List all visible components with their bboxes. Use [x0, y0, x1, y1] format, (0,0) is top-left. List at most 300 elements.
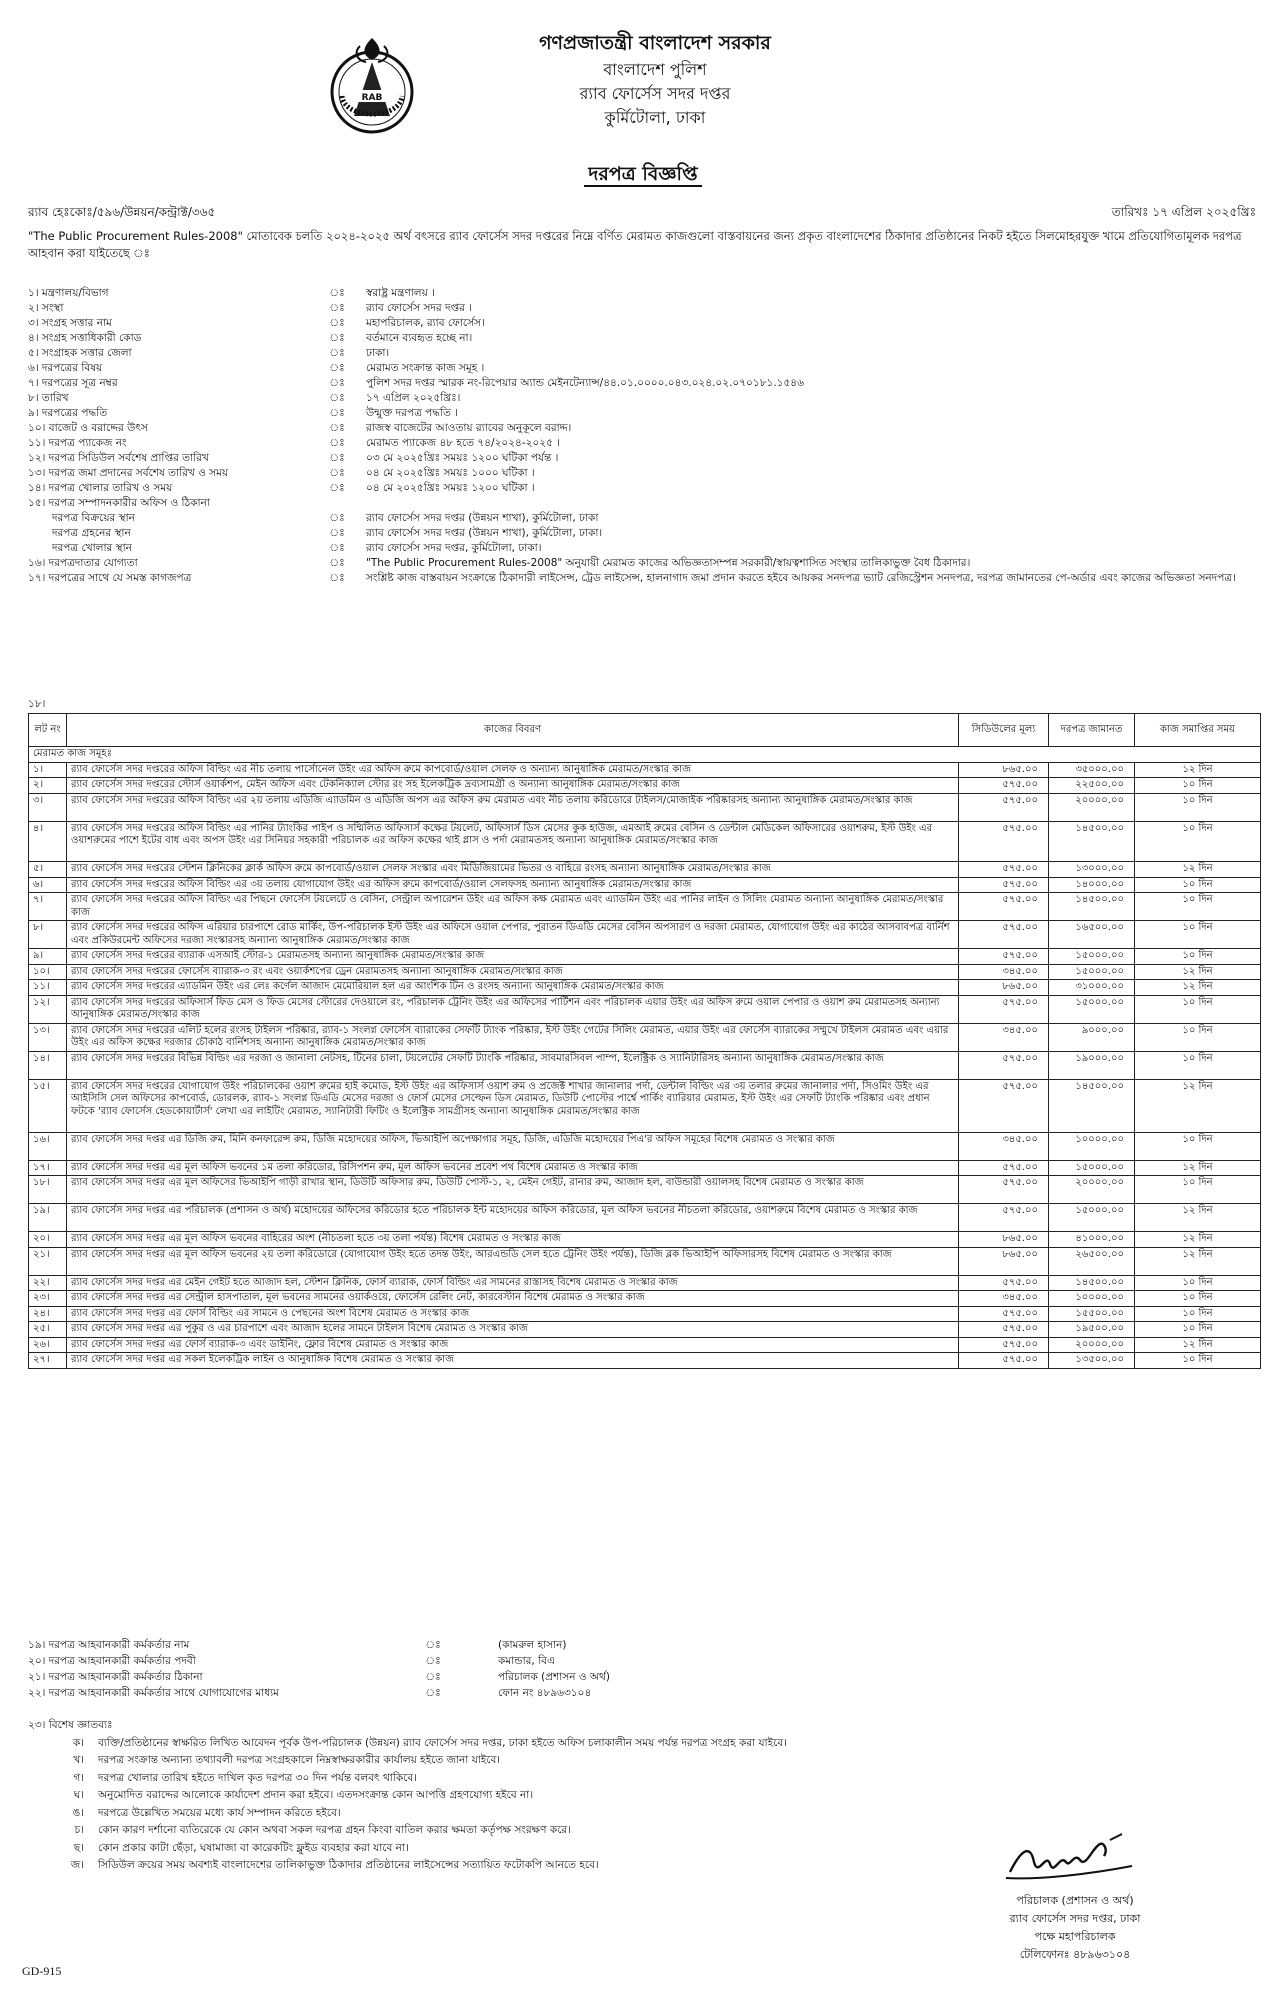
schedule-price: ৩৪৫.০০: [959, 1023, 1049, 1051]
officer-row: [28, 1653, 1260, 1669]
tender-security: ২০০০০.০০: [1049, 793, 1135, 821]
tender-security: ৩১০০০.০০: [1049, 980, 1135, 996]
lot-number: ১০।: [29, 964, 67, 980]
detail-value: "The Public Procurement Rules-2008" অনুযায়ী মেরামত কাজের অভিজ্ঞতাসম্পন্ন সরকারী/স্বায়ত্বশাসিত সংস্থার তালিকাভুক্ত বৈধ ঠিকাদার।: [366, 557, 971, 569]
schedule-price: ৩৪৫.০০: [959, 1132, 1049, 1160]
tender-security: ২২৫০০.০০: [1049, 778, 1135, 794]
table-row: [29, 1291, 1261, 1307]
note-bullet: ছ।: [73, 1841, 84, 1854]
detail-colon: ঃ: [329, 572, 345, 584]
work-description: র‍্যাব ফোর্সেস সদর দপ্তর এর সকল ইলেকট্রিক লাইন ও আনুষাঙ্গিক বিশেষ মেরামত ও সংস্কার কাজ: [67, 1353, 959, 1369]
table-row: [29, 1160, 1261, 1176]
tender-security: ১৫০০০.০০: [1049, 1204, 1135, 1232]
detail-value: মেরামত প্যাকেজ ৪৮ হতে ৭৪/২০২৪-২০২৫ ।: [366, 437, 561, 449]
detail-row: [28, 406, 1260, 421]
detail-label: ৩। সংগ্রহ সত্তার নাম: [28, 317, 112, 329]
detail-label: ২। সংস্থা: [28, 302, 64, 314]
work-description: র‍্যাব ফোর্সেস সদর দপ্তর এর সেন্ট্রাল হাসপাতাল, মূল ভবনের সামনের ওয়ার্কওয়ে, ফোর্সেস রেলিং নেট, কারবেস্টান বিশেষ মেরামত ও সংস্কার কাজ: [67, 1291, 959, 1307]
detail-label: ৮। তারিখ: [28, 392, 69, 404]
officer-row: [28, 1669, 1260, 1685]
completion-time: ১২ দিন: [1135, 1079, 1261, 1132]
tender-security: ১৫০০০.০০: [1049, 1160, 1135, 1176]
detail-colon: ঃ: [329, 527, 345, 539]
detail-value: রাজস্ব বাজেটের আওতায় র‍্যাবের অনুকূলে বরাদ্দ।: [366, 422, 572, 434]
work-description: র‍্যাব ফোর্সেস সদর দপ্তরের অফিস বিল্ডিং এর পিছনে ফোর্সেস টয়লেটে ও বেসিন, সেন্ট্রাল অপারেশন উইং এর অফিস কক্ষ মেরামত এবং এ্যাডমিন উইং এর পানির লাইন ও সিলিং মেরামত অন্যান্য আনুষাঙ্গিক মেরামত/সংস্কার কাজ: [67, 893, 959, 921]
detail-value: পুলিশ সদর দপ্তর স্মারক নং-রিপেয়ার অ্যান্ড মেইনটেন্যান্স/৪৪.০১.০০০০.০৪৩.০২৪.০২.০৭০১৮১.১৫৪৬: [366, 377, 804, 389]
table-section-row: [29, 747, 1261, 763]
work-description: র‍্যাব ফোর্সেস সদর দপ্তর এর পরিচালক (প্রশাসন ও অর্থ) মহোদয়ের অফিসের করিডোর হতে পরিচালক ইন্ট মহোদয়ের অফিস করিডোর, মূল অফিস ভবনের নীচতলা করিডোর, ওয়াশরুমে বিশেষ মেরামত ও সংস্কার কাজ: [67, 1204, 959, 1232]
detail-colon: ঃ: [329, 452, 345, 464]
lot-number: ২।: [29, 778, 67, 794]
special-notes-title: ২৩। বিশেষ জ্ঞাতব্যঃ: [28, 1719, 113, 1731]
table-row: [29, 762, 1261, 778]
schedule-price: ৫৭৫.০০: [959, 1306, 1049, 1322]
detail-label: ৪। সংগ্রহ সত্তাধিকারী কোড: [28, 332, 142, 344]
table-row: [29, 1176, 1261, 1204]
officer-label: ২১। দরপত্র আহবানকারী কর্মকর্তার ঠিকানা: [28, 1671, 203, 1683]
work-description: র‍্যাব ফোর্সেস সদর দপ্তর এর ফোর্স ব্যারাক-৩ এবং ডাইনিং, ফ্লোর বিশেষ মেরামত ও সংস্কার কাজ: [67, 1337, 959, 1353]
schedule-price: ৫৭৫.০০: [959, 1079, 1049, 1132]
intro-paragraph: "The Public Procurement Rules-2008" মোতাবেক চলতি ২০২৪-২০২৫ অর্থ বৎসরে র‍্যাব ফোর্সেস সদর দপ্তরের নিম্নে বর্ণিত মেরামত কাজগুলো বাস্তবায়নের জন্য প্রকৃত বাংলাদেশের ঠিকাদার প্রতিষ্ঠানের নিকট হইতে সিলমোহরযুক্ত খামে প্রতিযোগিতামূলক দরপত্র আহবান করা যাইতেছে ঃ: [28, 229, 1242, 260]
government-name: গণপ্রজাতন্ত্রী বাংলাদেশ সরকার: [539, 32, 771, 54]
detail-value: ঢাকা।: [366, 347, 390, 359]
signer-title: পরিচালক (প্রশাসন ও অর্থ): [1016, 1894, 1134, 1907]
signer-on-behalf: পক্ষে মহাপরিচালক: [1034, 1930, 1116, 1943]
detail-label: ১৪। দরপত্র খোলার তারিখ ও সময়: [28, 482, 173, 494]
header-tender-security: দরপত্র জামানত: [1049, 714, 1135, 747]
detail-value: মেরামত সংক্রান্ত কাজ সমূহ ।: [366, 362, 485, 374]
completion-time: ১২ দিন: [1135, 1247, 1261, 1275]
completion-time: ১২ দিন: [1135, 1160, 1261, 1176]
lot-number: ১৮।: [29, 1176, 67, 1204]
completion-time: ১০ দিন: [1135, 1353, 1261, 1369]
detail-label: ৫। সংগ্রাহক সত্তার জেলা: [28, 347, 132, 359]
special-note: [28, 1770, 1260, 1788]
tender-security: ১৪৫০০.০০: [1049, 1079, 1135, 1132]
officer-value: পরিচালক (প্রশাসন ও অর্থ): [498, 1671, 610, 1683]
detail-colon: ঃ: [329, 317, 345, 329]
officer-label: ২২। দরপত্র আহবানকারী কর্মকর্তার সাথে যোগাযোগের মাধ্যম: [28, 1687, 279, 1699]
work-description: র‍্যাব ফোর্সেস সদর দপ্তর এর মূল অফিস ভবনের ২য় তলা করিডোরে (যোগাযোগ উইং হতে তদন্ত উইং, আরএন্ডডি সেল হতে ট্রেনিং উইং পর্যন্ত), ডিজি ব্লক ভিআইপি অফিসারসহ বিশেষ মেরামত ও সংস্কার কাজ: [67, 1247, 959, 1275]
detail-label: ১৭। দরপত্রের সাথে যে সমস্ত কাগজপত্র: [28, 572, 192, 584]
officer-value: ফোন নং ৪৮৯৬৩১০৪: [498, 1687, 592, 1699]
completion-time: ১০ দিন: [1135, 1322, 1261, 1338]
work-description: র‍্যাব ফোর্সেস সদর দপ্তরের অফিস বিল্ডিং এর নীচ তলায় পার্সোনেল উইং এর অফিস রুমে কাপবোর্ড/ওয়াল সেলফ ও অন্যান্য আনুষাঙ্গিক মেরামত/সংস্কার কাজ: [67, 762, 959, 778]
note-bullet: ঙ।: [72, 1806, 84, 1819]
table-row: [29, 1023, 1261, 1051]
table-row: [29, 1322, 1261, 1338]
special-note: [28, 1735, 1260, 1753]
detail-row: [28, 301, 1260, 316]
tender-security: ১৫৫০০.০০: [1049, 1306, 1135, 1322]
work-description: র‍্যাব ফোর্সেস সদর দপ্তরের এলিট হলের রংসহ টাইলস পরিষ্কার, র‍্যাব-১ সংলগ্ন ফোর্সেস ব্যারাকের সেফটি ট্যাংক পরিষ্কার, ইস্ট উইং গেটের সিলিং মেরামত, এয়ার উইং এর ফোর্সেস ব্যারাকের সম্মুখে টাইলস মেরামত এবং এয়ার উইং এর অফিস কক্ষের দরজার চৌকাঠ বার্নিশসহ অন্যান্য আনুষাঙ্গিক মেরামত/সংস্কার কাজ: [67, 1023, 959, 1051]
completion-time: ১০ দিন: [1135, 949, 1261, 965]
notice-date: তারিখঃ ১৭ এপ্রিল ২০২৫খ্রিঃ: [1111, 205, 1256, 219]
schedule-price: ৫৭৫.০০: [959, 778, 1049, 794]
officer-label: ১৯। দরপত্র আহবানকারী কর্মকর্তার নাম: [28, 1639, 190, 1651]
lot-number: ২০।: [29, 1232, 67, 1248]
table-row: [29, 964, 1261, 980]
officer-row: [28, 1637, 1260, 1653]
work-description: র‍্যাব ফোর্সেস সদর দপ্তর এর মূল অফিস ভবনের ১ম তলা করিডোর, রিসিপশন রুম, মূল অফিস ভবনের প্রবেশ পথ বিশেষ মেরামত ও সংস্কার কাজ: [67, 1160, 959, 1176]
lot-number: ২১।: [29, 1247, 67, 1275]
detail-label: দরপত্র খোলার স্থান: [52, 542, 132, 554]
detail-label: দরপত্র গ্রহনের স্থান: [52, 527, 131, 539]
lot-number: ১২।: [29, 995, 67, 1023]
tender-security: ১৪৫০০.০০: [1049, 821, 1135, 862]
table-row: [29, 793, 1261, 821]
work-description: র‍্যাব ফোর্সেস সদর দপ্তর এর মূল অফিসের ভিআইপি গাড়ী রাখার স্থান, ডিউটি অফিসার রুম, ডিউটি পোস্ট-১, ২, মেইন গেইট, রানার রুম, আজাদ হল, বাউন্ডারী ওয়ালসহ বিশেষ মেরামত ও সংস্কার কাজ: [67, 1176, 959, 1204]
table-row: [29, 1204, 1261, 1232]
detail-row: [28, 451, 1260, 466]
schedule-price: ৫৭৫.০০: [959, 1337, 1049, 1353]
completion-time: ১২ দিন: [1135, 862, 1261, 878]
detail-value: ০৪ মে ২০২৫খ্রিঃ সময়ঃ ১২০০ ঘটিকা ।: [366, 482, 535, 494]
detail-colon: ঃ: [329, 362, 345, 374]
lot-number: ৬।: [29, 877, 67, 893]
table-row: [29, 821, 1261, 862]
notice-title: দরপত্র বিজ্ঞপ্তি: [0, 160, 1286, 192]
completion-time: ১০ দিন: [1135, 821, 1261, 862]
lot-number: ৩।: [29, 793, 67, 821]
detail-value: র‍্যাব ফোর্সেস সদর দপ্তর (উন্নয়ন শাখা), কুর্মিটোলা, ঢাকা: [366, 512, 599, 524]
section-label: মেরামত কাজ সমূহঃ: [29, 747, 1261, 763]
note-text: দরপত্র খোলার তারিখ হইতে দাখিল কৃত দরপত্র ৩০ দিন পর্যন্ত বলবৎ থাকিবে।: [98, 1771, 417, 1784]
header-title-block: [420, 28, 890, 130]
detail-row: [28, 556, 1260, 571]
detail-label: ১৫। দরপত্র সম্পাদনকারীর অফিস ও ঠিকানা: [28, 497, 210, 509]
table-row: [29, 1051, 1261, 1079]
detail-label: ৬। দরপত্রের বিষয়: [28, 362, 103, 374]
detail-label: ৭। দরপত্রের সূত্র নম্বর: [28, 377, 118, 389]
note-bullet: জ।: [70, 1859, 84, 1871]
table-row: [29, 778, 1261, 794]
detail-label: ১১। দরপত্র প্যাকেজ নং: [28, 437, 127, 449]
schedule-price: ৫৭৫.০০: [959, 893, 1049, 921]
table-row: [29, 1275, 1261, 1291]
work-description: র‍্যাব ফোর্সেস সদর দপ্তরের অফিস বিল্ডিং এর ২য় তলায় এডিজি এ্যাডমিন ও এডিজি অপস এর অফিস রুম মেরামত এবং নীচ তলায় করিডোরে টাইলস/মোজাইক পরিষ্কারসহ অন্যান্য আনুষাঙ্গিক মেরামত/সংস্কার কাজ: [67, 793, 959, 821]
lot-number: ২২।: [29, 1275, 67, 1291]
department-name: বাংলাদেশ পুলিশ: [603, 60, 707, 79]
officer-colon: ঃ: [425, 1671, 441, 1683]
lot-number: ৮।: [29, 921, 67, 949]
lot-number: ১৫।: [29, 1079, 67, 1132]
table-row: [29, 1232, 1261, 1248]
work-description: র‍্যাব ফোর্সেস সদর দপ্তর এর ফোর্স বিল্ডিং এর সামনে ও পেছনের অংশ বিশেষ মেরামত ও সংস্কার কাজ: [67, 1306, 959, 1322]
schedule-price: ৩৪৫.০০: [959, 1291, 1049, 1307]
detail-row: [28, 541, 1260, 556]
tender-security: ২০০০০.০০: [1049, 1176, 1135, 1204]
schedule-price: ৫৭৫.০০: [959, 862, 1049, 878]
detail-label: দরপত্র বিক্রয়ের স্থান: [52, 512, 135, 524]
work-description: র‍্যাব ফোর্সেস সদর দপ্তরের অফিস বিল্ডিং এর পানির ট্যাংকির পাইপ ও সম্মিলিত অফিসার্স কক্ষের টয়লেট, অফিসার্স ডিস মেসের কুক হাউজ, এমআই রুমের বেসিন ও ডেন্টাল মেডিকেল অফিসারের ওয়াশরুম, ইস্ট উইং এর ওয়াশরুমের পাশে ইটের বাধ এবং অপস উইং এর সিনিয়র সহকারী পরিচালক এর অফিস কক্ষের থাই গ্লাস ও পর্দা মেরামতসহ অন্যান্য আনুষাঙ্গিক মেরামত/সংস্কার কাজ: [67, 821, 959, 862]
detail-label: ১৬। দরপত্রদাতার যোগ্যতা: [28, 557, 138, 569]
work-description: র‍্যাব ফোর্সেস সদর দপ্তরের স্টেশন ক্লিনিকের ক্লার্ক অফিস রুমে কাপবোর্ড/ওয়াল সেলফ সংস্কার এবং মিডিজিয়ামের ভিতর ও বাহিরে রংসহ অন্যান্য আনুষাঙ্গিক মেরামত/সংস্কার কাজ: [67, 862, 959, 878]
detail-value: র‍্যাব ফোর্সেস সদর দপ্তর, কুর্মিটোলা, ঢাকা।: [366, 542, 542, 554]
officer-value: (কামরুল হাসান): [498, 1639, 567, 1651]
schedule-price: ৫৭৫.০০: [959, 1275, 1049, 1291]
schedule-price: ৫৭৫.০০: [959, 877, 1049, 893]
schedule-price: ৫৭৫.০০: [959, 1322, 1049, 1338]
tender-security: ১৩০০০.০০: [1049, 862, 1135, 878]
completion-time: ১০ দিন: [1135, 1051, 1261, 1079]
table-header-row: [29, 714, 1261, 747]
work-description: র‍্যাব ফোর্সেস সদর দপ্তরের অফিস এরিয়ার চারপাশে রোড মার্কিং, উপ-পরিচালক ইস্ট উইং এর অফিসে ওয়াল পেপার, পুরাতন ডিএডি মেসের বেসিন অপসারণ ও দরজা মেরামত, যোগাযোগ উইং এর কাঠের আসবাবপত্র বার্নিশ এবং প্রকিউরমেন্ট অফিসের দরজা সংস্কারসহ অন্যান্য আনুষাঙ্গিক মেরামত/সংস্কার কাজ: [67, 921, 959, 949]
lot-number: ৯।: [29, 949, 67, 965]
detail-label: ১। মন্ত্রণালয়/বিভাগ: [28, 287, 109, 299]
document-code: GD-915: [22, 1964, 62, 1978]
tender-security: ৪১০০০.০০: [1049, 1232, 1135, 1248]
lot-number: ২৪।: [29, 1306, 67, 1322]
completion-time: ১২ দিন: [1135, 1337, 1261, 1353]
detail-value: [366, 496, 1260, 511]
lot-number: ২৫।: [29, 1322, 67, 1338]
lot-number: ১১।: [29, 980, 67, 996]
schedule-price: ৫৭৫.০০: [959, 1176, 1049, 1204]
completion-time: ১২ দিন: [1135, 964, 1261, 980]
detail-row: [28, 526, 1260, 541]
lot-number: ৭।: [29, 893, 67, 921]
logo-text: RAB: [361, 93, 383, 103]
reference-number: র‍্যাব হেঃকোঃ/৫৯৬/উন্নয়ন/কন্ট্রাক্ট/৩৬৫: [28, 205, 216, 219]
completion-time: ১০ দিন: [1135, 995, 1261, 1023]
schedule-price: ৫৭৫.০০: [959, 995, 1049, 1023]
lot-number: ৪।: [29, 821, 67, 862]
completion-time: ১০ দিন: [1135, 893, 1261, 921]
work-description: র‍্যাব ফোর্সেস সদর দপ্তরের স্টোর্স ওয়ার্কশপ, মেইন অফিস এবং টেকনিক্যাল স্টোর রং সহ ইলেকট্রিক দ্রব্যসামগ্রী ও অন্যান্য আনুষাঙ্গিক মেরামত/সংস্কার কাজ: [67, 778, 959, 794]
detail-colon: ঃ: [329, 332, 345, 344]
tender-security: ১৪৫০০.০০: [1049, 893, 1135, 921]
officer-value: কমান্ডার, বিএ: [498, 1655, 555, 1667]
note-text: দরপত্র সংক্রান্ত অন্যান্য তথ্যাবলী দরপত্র সংগ্রহকালে নিম্নস্বাক্ষরকারীর কার্যালয় হইতে জানা যাইবে।: [98, 1754, 501, 1766]
note-bullet: খ।: [73, 1754, 84, 1766]
detail-row: [28, 436, 1260, 451]
detail-row: [28, 331, 1260, 346]
lot-number: ৫।: [29, 862, 67, 878]
schedule-price: ৫৭৫.০০: [959, 1051, 1049, 1079]
note-bullet: চ।: [74, 1824, 84, 1836]
signer-office: র‍্যাব ফোর্সেস সদর দপ্তর, ঢাকা: [1009, 1912, 1141, 1925]
schedule-price: ৫৭৫.০০: [959, 949, 1049, 965]
completion-time: ১০ দিন: [1135, 877, 1261, 893]
detail-value: উন্মুক্ত দরপত্র পদ্ধতি ।: [366, 407, 458, 419]
header: [0, 14, 1286, 164]
lot-number: ২৩।: [29, 1291, 67, 1307]
completion-time: ১০ দিন: [1135, 1176, 1261, 1204]
table-row: [29, 877, 1261, 893]
schedule-price: ৩৪৫.০০: [959, 964, 1049, 980]
office-name: র‍্যাব ফোর্সেস সদর দপ্তর: [579, 84, 731, 103]
detail-row: [28, 286, 1260, 301]
note-text: সিডিউল ক্রয়ের সময় অবশ্যই বাংলাদেশের তালিকাভুক্ত ঠিকাদার প্রতিষ্ঠানের লাইসেন্সের সত্যায়িত ফটোকপি আনতে হবে।: [98, 1859, 599, 1871]
signature-icon: [1000, 1822, 1140, 1892]
tender-security: ১৪৫০০.০০: [1049, 1275, 1135, 1291]
detail-colon: ঃ: [329, 557, 345, 569]
special-note: [28, 1805, 1260, 1823]
detail-row: [28, 466, 1260, 481]
table-row: [29, 995, 1261, 1023]
detail-value: র‍্যাব ফোর্সেস সদর দপ্তর (উন্নয়ন শাখা), কুর্মিটোলা, ঢাকা।: [366, 527, 603, 539]
tender-security: ১৯০০০.০০: [1049, 1051, 1135, 1079]
tender-security: ১৬৫০০.০০: [1049, 921, 1135, 949]
work-description: র‍্যাব ফোর্সেস সদর দপ্তরের যোগাযোগ উইং পরিচালকের ওয়াশ রুমের হাই কমোড, ইস্ট উইং এর অফিসার্স ওয়াশ রুম ও প্রজেক্ট শাখার জানালার পর্দা, ডেন্টাল বিল্ডিং এর ৩য় তলার রুমের জানালার পর্দা, সিওমিং উইং এর আইসিসি সেল অফিসের কাপবোর্ড, ডোরলক, র‍্যাব-১ সংলগ্ন ডিএডি মেসের দরজা ও ফোর্স মেসের সেল্ফেন ডিস মেরামত, ডিউটি পোস্টের পার্শ্বে পার্কিং ব্যারিয়ার মেরামত, ইস্ট উইং এর সেফটি ট্যাংকি পরিষ্কার এবং প্রধান ফটকে 'র‍্যাব ফোর্সেস হেডকোয়ার্টার্স' লেখা এর লাইটিং মেরামত, স্যানিটারী ফিটিং ও ইলেক্ট্রিক সামগ্রীসহ অন্যান্য আনুষাঙ্গিক মেরামত/সংস্কার কাজ: [67, 1079, 959, 1132]
completion-time: ১০ দিন: [1135, 1291, 1261, 1307]
lot-number: ১৯।: [29, 1204, 67, 1232]
completion-time: ১০ দিন: [1135, 1306, 1261, 1322]
work-description: র‍্যাব ফোর্সেস সদর দপ্তরের এ্যাডমিন উইং এর লেঃ কর্ণেল আজাদ মেমোরিয়াল হল এর আংশিক টিন ও রংসহ অন্যান্য আনুষাঙ্গিক মেরামত/সংস্কার কাজ: [67, 980, 959, 996]
signer-phone: টেলিফোনঃ ৪৮৯৬৩১০৪: [1019, 1948, 1131, 1961]
detail-colon: ঃ: [329, 437, 345, 449]
header-completion-time: কাজ সমাপ্তির সময়: [1135, 714, 1261, 747]
detail-value: সংশ্লিষ্ট কাজ বাস্তবায়ন সংক্রান্তে ঠিকাদারী লাইসেন্স, ট্রেড লাইসেন্স, হালনাগাদ জমা প্রদান করতে হইবে আয়কর সনদপত্র ভ্যাট রেজিস্ট্রেশন সনদপত্র, দরপত্র জামানতের পে-অর্ডার এবং কাজের অভিজ্ঞতা সনদপত্র।: [366, 572, 1236, 584]
officer-row: [28, 1685, 1260, 1701]
detail-colon: [308, 496, 366, 511]
completion-time: ১২ দিন: [1135, 1232, 1261, 1248]
schedule-price: ৫৭৫.০০: [959, 821, 1049, 862]
detail-value: ০৪ মে ২০২৫খ্রিঃ সময়ঃ ১০০০ ঘটিকা ।: [366, 467, 535, 479]
completion-time: ১০ দিন: [1135, 793, 1261, 821]
special-note: [28, 1752, 1260, 1770]
detail-row: [28, 346, 1260, 361]
schedule-price: ৮৬৫.০০: [959, 762, 1049, 778]
detail-colon: ঃ: [329, 302, 345, 314]
lot-number: ১।: [29, 762, 67, 778]
note-bullet: গ।: [73, 1771, 84, 1784]
detail-colon: ঃ: [329, 377, 345, 389]
detail-row: [28, 511, 1260, 526]
work-description: র‍্যাব ফোর্সেস সদর দপ্তরের ফোর্সেস ব্যারাক-৩ রং এবং ওয়ার্কশপের ড্রেন মেরামতসহ অন্যান্য আনুষাঙ্গিক মেরামত/সংস্কার কাজ: [67, 964, 959, 980]
detail-colon: ঃ: [329, 287, 345, 299]
tender-security: ১৩৫০০.০০: [1049, 1353, 1135, 1369]
lot-number: ১৪।: [29, 1051, 67, 1079]
schedule-price: ৫৭৫.০০: [959, 793, 1049, 821]
table-row: [29, 1079, 1261, 1132]
table-row: [29, 921, 1261, 949]
detail-value: র‍্যাব ফোর্সেস সদর দপ্তর ।: [366, 302, 473, 314]
officer-label: ২০। দরপত্র আহবানকারী কর্মকর্তার পদবী: [28, 1655, 196, 1667]
table-row: [29, 949, 1261, 965]
header-description: কাজের বিবরণ: [67, 714, 959, 747]
work-description: র‍্যাব ফোর্সেস সদর দপ্তরের ব্যারাক এসআই স্টোর-১ মেরামতসহ অন্যান্য আনুষাঙ্গিক মেরামত/সংস্কার কাজ: [67, 949, 959, 965]
tender-security: ১৯৫০০.০০: [1049, 1322, 1135, 1338]
detail-row: [28, 391, 1260, 406]
detail-row: [28, 571, 1260, 601]
lot-number: ১৬।: [29, 1132, 67, 1160]
schedule-price: ৮৬৫.০০: [959, 980, 1049, 996]
lot-number: ১৭।: [29, 1160, 67, 1176]
header-lot-no: লট নং: [29, 714, 67, 747]
work-description: র‍্যাব ফোর্সেস সদর দপ্তর এর মেইন গেইট হতে আজাদ হল, স্টেশন ক্লিনিক, ফোর্স ব্যারাক, ফোর্স বিল্ডিং এর সামনের রাস্তাসহ বিশেষ মেরামত ও সংস্কার কাজ: [67, 1275, 959, 1291]
tender-security: ১৫০০০.০০: [1049, 949, 1135, 965]
tender-security: ২৬৫০০.০০: [1049, 1247, 1135, 1275]
tender-security: ১৪০০০.০০: [1049, 877, 1135, 893]
detail-colon: ঃ: [329, 512, 345, 524]
tender-security: ১৫০০০.০০: [1049, 995, 1135, 1023]
detail-colon: ঃ: [329, 542, 345, 554]
note-bullet: ঘ।: [73, 1789, 84, 1801]
detail-colon: ঃ: [329, 482, 345, 494]
works-table: [28, 713, 1261, 1369]
detail-label: ১২। দরপত্র সিডিউল সর্বশেষ প্রাপ্তির তারিখ: [28, 452, 209, 464]
schedule-price: ৫৭৫.০০: [959, 921, 1049, 949]
work-description: র‍্যাব ফোর্সেস সদর দপ্তর এর মূল অফিস ভবনের বাহিরের অংশ (নীচতলা হতে ৩য় তলা পর্যন্ত) বিশেষ মেরামত ও সংস্কার কাজ: [67, 1232, 959, 1248]
table-row: [29, 862, 1261, 878]
lot-number: ২৬।: [29, 1337, 67, 1353]
officer-details: [28, 1637, 1260, 1701]
detail-value: স্বরাষ্ট্র মন্ত্রণালয় ।: [366, 287, 435, 299]
table-section-number: ১৮।: [28, 698, 46, 710]
table-row: [29, 1306, 1261, 1322]
completion-time: ১২ দিন: [1135, 980, 1261, 996]
detail-colon: ঃ: [329, 467, 345, 479]
detail-row: [28, 361, 1260, 376]
officer-colon: ঃ: [425, 1639, 441, 1651]
note-text: ব্যক্তি/প্রতিষ্ঠানের স্বাক্ষরিত লিখিত আবেদন পূর্বক উপ-পরিচালক (উন্নয়ন) র‍্যাব ফোর্সেস সদর দপ্তর, ঢাকা হইতে অফিস চলাকালীন সময় পর্যন্ত দরপত্র সংগ্রহ করা যাইবে।: [98, 1736, 787, 1749]
detail-row: [28, 316, 1260, 331]
tender-security: ৯০০০.০০: [1049, 1023, 1135, 1051]
detail-value: ০৩ মে ২০২৫খ্রিঃ সময়ঃ ১২০০ ঘটিকা পর্যন্ত ।: [366, 452, 559, 464]
completion-time: ১০ দিন: [1135, 1132, 1261, 1160]
completion-time: ১০ দিন: [1135, 921, 1261, 949]
officer-colon: ঃ: [425, 1655, 441, 1667]
completion-time: ১০ দিন: [1135, 1023, 1261, 1051]
tender-details-list: [28, 286, 1260, 601]
officer-colon: ঃ: [425, 1687, 441, 1699]
work-description: র‍্যাব ফোর্সেস সদর দপ্তর এর ডিজি রুম, মিনি কনফারেন্স রুম, ডিজি মহোদয়ের অফিস, ভিআইপি অপেক্ষাগার সমূহ, ডিজি, এডিজি মহোদয়ের পিএ'র অফিস সমূহের বিশেষ মেরামত ও সংস্কার কাজ: [67, 1132, 959, 1160]
table-row: [29, 893, 1261, 921]
office-location: কুর্মিটোলা, ঢাকা: [604, 108, 706, 127]
tender-security: ২০০০০.০০: [1049, 1337, 1135, 1353]
lot-number: ১৩।: [29, 1023, 67, 1051]
schedule-price: ৫৭৫.০০: [959, 1160, 1049, 1176]
note-text: কোন কারণ দর্শানো ব্যতিরেকে যে কোন অথবা সকল দরপত্র গ্রহন কিংবা বাতিল করার ক্ষমতা কর্তৃপক্ষ সংরক্ষণ করে।: [98, 1824, 571, 1836]
completion-time: ১০ দিন: [1135, 778, 1261, 794]
schedule-price: ৮৬৫.০০: [959, 1232, 1049, 1248]
special-note: [28, 1787, 1260, 1805]
detail-colon: ঃ: [329, 392, 345, 404]
table-row: [29, 1247, 1261, 1275]
tender-security: ১০০০০.০০: [1049, 1291, 1135, 1307]
table-row: [29, 980, 1261, 996]
schedule-price: ৫৭৫.০০: [959, 1353, 1049, 1369]
schedule-price: ৮৬৫.০০: [959, 1247, 1049, 1275]
detail-label: ১৩। দরপত্র জমা প্রদানের সর্বশেষ তারিখ ও সময়: [28, 467, 229, 479]
tender-security: ১৫০০০.০০: [1049, 964, 1135, 980]
detail-label: ১০। বাজেট ও বরাদ্দের উৎস: [28, 422, 148, 434]
detail-value: মহাপরিচালক, র‍্যাব ফোর্সেস।: [366, 317, 485, 329]
detail-colon: ঃ: [329, 407, 345, 419]
lot-number: ২৭।: [29, 1353, 67, 1369]
table-row: [29, 1132, 1261, 1160]
header-schedule-price: সিডিউলের মূল্য: [959, 714, 1049, 747]
detail-row: [28, 481, 1260, 496]
completion-time: ১২ দিন: [1135, 762, 1261, 778]
note-text: দরপত্রে উল্লেখিত সময়ের মধ্যে কার্য সম্পাদন করিতে হইবে।: [98, 1806, 341, 1819]
detail-row: [28, 496, 1260, 511]
note-text: কোন প্রকার কাটা ছেঁড়া, ঘষামাজা বা কারেকটিং ফ্লুইড ব্যবহার করা যাবে না।: [98, 1841, 409, 1854]
detail-colon: ঃ: [329, 422, 345, 434]
rab-emblem-icon: [324, 32, 420, 142]
tender-security: ৩৫০০০.০০: [1049, 762, 1135, 778]
detail-colon: ঃ: [329, 347, 345, 359]
note-bullet: ক।: [72, 1736, 84, 1749]
table-row: [29, 1337, 1261, 1353]
detail-row: [28, 376, 1260, 391]
tender-security: ১০০০০.০০: [1049, 1132, 1135, 1160]
completion-time: ১২ দিন: [1135, 1204, 1261, 1232]
work-description: র‍্যাব ফোর্সেস সদর দপ্তর এর পুকুর ও এর চারপাশে এবং আজাদ হলের সামনে টাইলস বিশেষ মেরামত ও সংস্কার কাজ: [67, 1322, 959, 1338]
table-row: [29, 1353, 1261, 1369]
